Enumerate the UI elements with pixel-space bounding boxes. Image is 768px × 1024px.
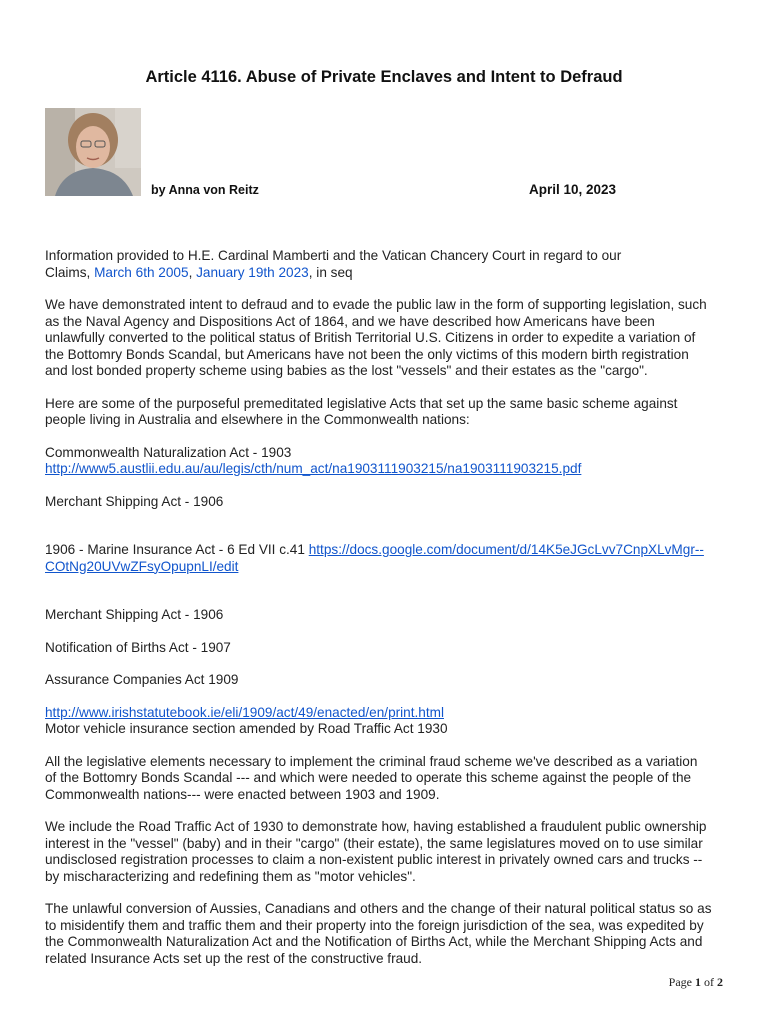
intro-line: Information provided to H.E. Cardinal Mamberti and the Vatican Chancery Court in regard to our <box>45 248 622 263</box>
publication-date: April 10, 2023 <box>529 182 617 197</box>
paragraph-road-traffic-act: We include the Road Traffic Act of 1930 to demonstrate how, having established a fraudulent public ownership interest in the "vessel" (baby) and in their "cargo" (their estate), the same legislatures moved on to use similar undisclosed registration processes to claim a non-existent public interest in privately owned cars and trucks -- by mischaracterizing and redefining them as "motor vehicles". <box>45 819 707 884</box>
page-number: Page 1 of 2 <box>668 975 723 989</box>
author-byline: by Anna von Reitz <box>151 183 259 197</box>
act-marine-insurance: 1906 - Marine Insurance Act - 6 Ed VII c.41 https://docs.google.com/document/d/14K5eJGcLvv7CnpXLvMgr-- COtNg20UVwZFsyOpupnLI/edit <box>45 542 704 574</box>
irish-statute-link[interactable]: http://www.irishstatutebook.ie/eli/1909/act/49/enacted/en/print.html <box>45 704 444 720</box>
paragraph-legislative-acts: Here are some of the purposeful premeditated legislative Acts that set up the same basic scheme against people living in Australia and elsewhere in the Commonwealth nations: <box>45 395 678 427</box>
act-assurance-companies: Assurance Companies Act 1909 <box>45 672 239 687</box>
marine-insurance-link[interactable]: https://docs.google.com/document/d/14K5eJGcLvv7CnpXLvMgr-- COtNg20UVwZFsyOpupnLI/edit <box>45 542 704 574</box>
author-portrait-image <box>45 108 141 196</box>
act-irish-statute: http://www.irishstatutebook.ie/eli/1909/act/49/enacted/en/print.html Motor vehicle insurance section amended by Road Traffic Act 1930 <box>45 704 448 736</box>
paragraph-intent-to-defraud: We have demonstrated intent to defraud and to evade the public law in the form of supporting legislation, such as the Naval Agency and Dispositions Act of 1864, and we have described how Americans have been unlawfully converted to the political status of British Territorial U.S. Citizens in order to expedite a variation of the Bottomry Bonds Scandal, but Americans have not been the only victims of this modern birth registration and lost bonded property scheme using babies as the lost "vessels" and their estates as the "cargo". <box>45 297 707 378</box>
claim-link-january-2023[interactable]: January 19th 2023 <box>196 264 309 280</box>
author-photo <box>45 108 141 196</box>
paragraph-unlawful-conversion: The unlawful conversion of Aussies, Canadians and others and the change of their natural political status so as to misidentify them and traffic them and their property into the foreign jurisdiction of the sea, was expedited by the Commonwealth Naturalization Act and the Notification of Births Act, while the Merchant Shipping Acts and related Insurance Acts set up the rest of the constructive fraud. <box>45 901 712 966</box>
claim-link-march-2005[interactable]: March 6th 2005 <box>94 264 189 280</box>
paragraph-legislative-elements: All the legislative elements necessary to implement the criminal fraud scheme we've described as a variation of the Bottomry Bonds Scandal --- and which were needed to operate this scheme against the people of the Commonwealth nations--- were enacted between 1903 and 1909. <box>45 753 698 802</box>
act-naturalization: Commonwealth Naturalization Act - 1903 http://www5.austlii.edu.au/au/legis/cth/num_act/na1903111903215/na1903111903215.pdf <box>45 444 582 476</box>
act-merchant-shipping-2: Merchant Shipping Act - 1906 <box>45 607 224 622</box>
act-merchant-shipping-1: Merchant Shipping Act - 1906 <box>45 493 224 509</box>
act-notification-of-births: Notification of Births Act - 1907 <box>45 639 231 655</box>
intro-paragraph: Information provided to H.E. Cardinal Mamberti and the Vatican Chancery Court in regard to our Claims, March 6th 2005, January 19th 2023, in seq <box>45 248 622 280</box>
article-title: Article 4116. Abuse of Private Enclaves and Intent to Defraud <box>145 68 623 86</box>
article-body <box>45 248 735 967</box>
naturalization-act-link[interactable]: http://www5.austlii.edu.au/au/legis/cth/num_act/na1903111903215/na1903111903215.pdf <box>45 461 582 476</box>
